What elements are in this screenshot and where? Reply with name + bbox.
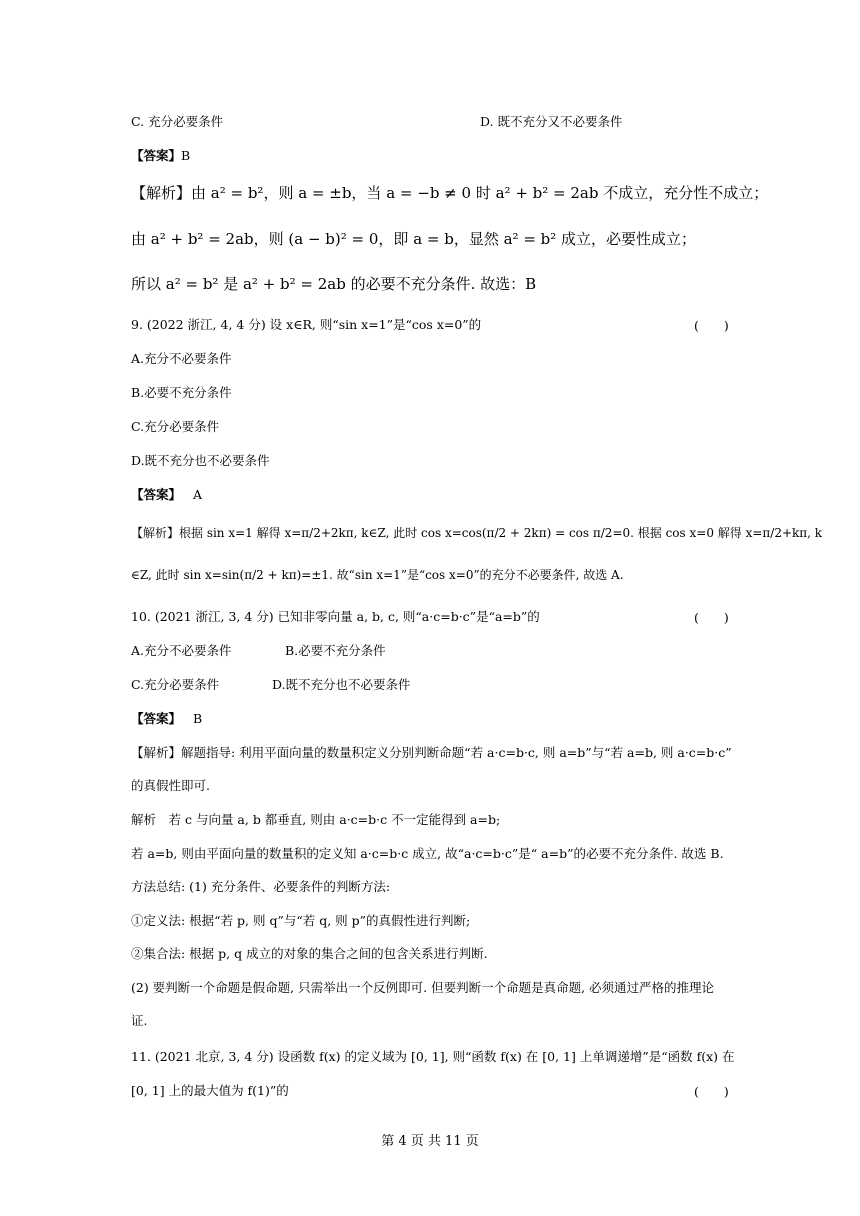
q8-option-c: C. 充分必要条件: [131, 114, 224, 129]
q10-stem: 10. (2021 浙江, 3, 4 分) 已知非零向量 a, b, c, 则“a·c=b·c”是“a=b”的: [131, 609, 540, 624]
q10-analysis-line4: 若 a=b, 则由平面向量的数量积的定义知 a·c=b·c 成立, 故“a·c=b·c”是“ a=b”的必要不充分条件. 故选 B.: [131, 846, 724, 861]
answer-label: 【答案】: [131, 148, 182, 163]
q9-analysis-line2: ∈Z, 此时 sin x=sin(π/2 + kπ)=±1. 故“sin x=1”是“cos x=0”的充分不必要条件, 故选 A.: [131, 568, 624, 582]
q10-option-a: A.充分不必要条件: [131, 643, 232, 658]
q10-summary-line1: 方法总结: (1) 充分条件、必要条件的判断方法:: [131, 879, 391, 894]
q10-summary-line2: ①定义法: 根据“若 p, 则 q”与“若 q, 则 p”的真假性进行判断;: [131, 913, 471, 928]
q10-analysis-line3: 解析 若 c 与向量 a, b 都垂直, 则由 a·c=b·c 不一定能得到 a=b;: [131, 812, 501, 827]
q9-option-a: A.充分不必要条件: [131, 351, 232, 366]
q9-answer: [131, 486, 202, 504]
q10-answer: [131, 710, 202, 728]
q8-answer: [131, 147, 190, 165]
q8-option-d: D. 既不充分又不必要条件: [480, 114, 623, 129]
q10-option-c: C.充分必要条件: [131, 677, 220, 692]
q9-stem: 9. (2022 浙江, 4, 4 分) 设 x∈R, 则“sin x=1”是“cos x=0”的: [131, 317, 482, 332]
q9-option-b: B.必要不充分条件: [131, 385, 232, 400]
q11-stem-line1: 11. (2021 北京, 3, 4 分) 设函数 f(x) 的定义域为 [0, 1], 则“函数 f(x) 在 [0, 1] 上单调递增”是“函数 f(x) 在: [131, 1049, 735, 1064]
answer-value: A: [192, 487, 202, 502]
q10-option-b: B.必要不充分条件: [285, 643, 386, 658]
q9-option-d: D.既不充分也不必要条件: [131, 453, 270, 468]
q10-summary-line5: 证.: [131, 1013, 148, 1028]
answer-label: 【答案】: [131, 487, 182, 502]
q9-option-c: C.充分必要条件: [131, 419, 220, 434]
q11-paren: ( ): [694, 1084, 729, 1099]
q10-paren: ( ): [694, 610, 729, 625]
answer-value: B: [181, 148, 191, 163]
q8-analysis-line1: 【解析】由 a² = b²，则 a = ±b，当 a = −b ≠ 0 时 a² + b² = 2ab 不成立，充分性不成立；: [131, 184, 769, 202]
q10-analysis-line1: 【解析】解题指导: 利用平面向量的数量积定义分别判断命题“若 a·c=b·c, 则 a=b”与“若 a=b, 则 a·c=b·c”: [131, 745, 732, 760]
answer-value: B: [192, 711, 203, 726]
answer-label: 【答案】: [131, 711, 182, 726]
q9-paren: ( ): [694, 318, 729, 333]
page-footer: 第 4 页 共 11 页: [381, 1134, 479, 1149]
q8-analysis-line3: 所以 a² = b² 是 a² + b² = 2ab 的必要不充分条件. 故选：B: [131, 275, 537, 293]
q9-analysis-line1: 【解析】根据 sin x=1 解得 x=π/2+2kπ, k∈Z, 此时 cos x=cos(π/2 + 2kπ) = cos π/2=0. 根据 cos x=0 解得 x=π/2+kπ, k: [131, 526, 823, 540]
q8-analysis-line2: 由 a² + b² = 2ab，则 (a − b)² = 0，即 a = b，显然 a² = b² 成立，必要性成立；: [131, 230, 697, 248]
q10-option-d: D.既不充分也不必要条件: [272, 677, 411, 692]
q10-summary-line4: (2) 要判断一个命题是假命题, 只需举出一个反例即可. 但要判断一个命题是真命题, 必须通过严格的推理论: [131, 980, 715, 995]
q10-summary-line3: ②集合法: 根据 p, q 成立的对象的集合之间的包含关系进行判断.: [131, 946, 488, 961]
q10-analysis-line2: 的真假性即可.: [131, 778, 210, 793]
q11-stem-line2: [0, 1] 上的最大值为 f(1)”的: [131, 1083, 289, 1098]
